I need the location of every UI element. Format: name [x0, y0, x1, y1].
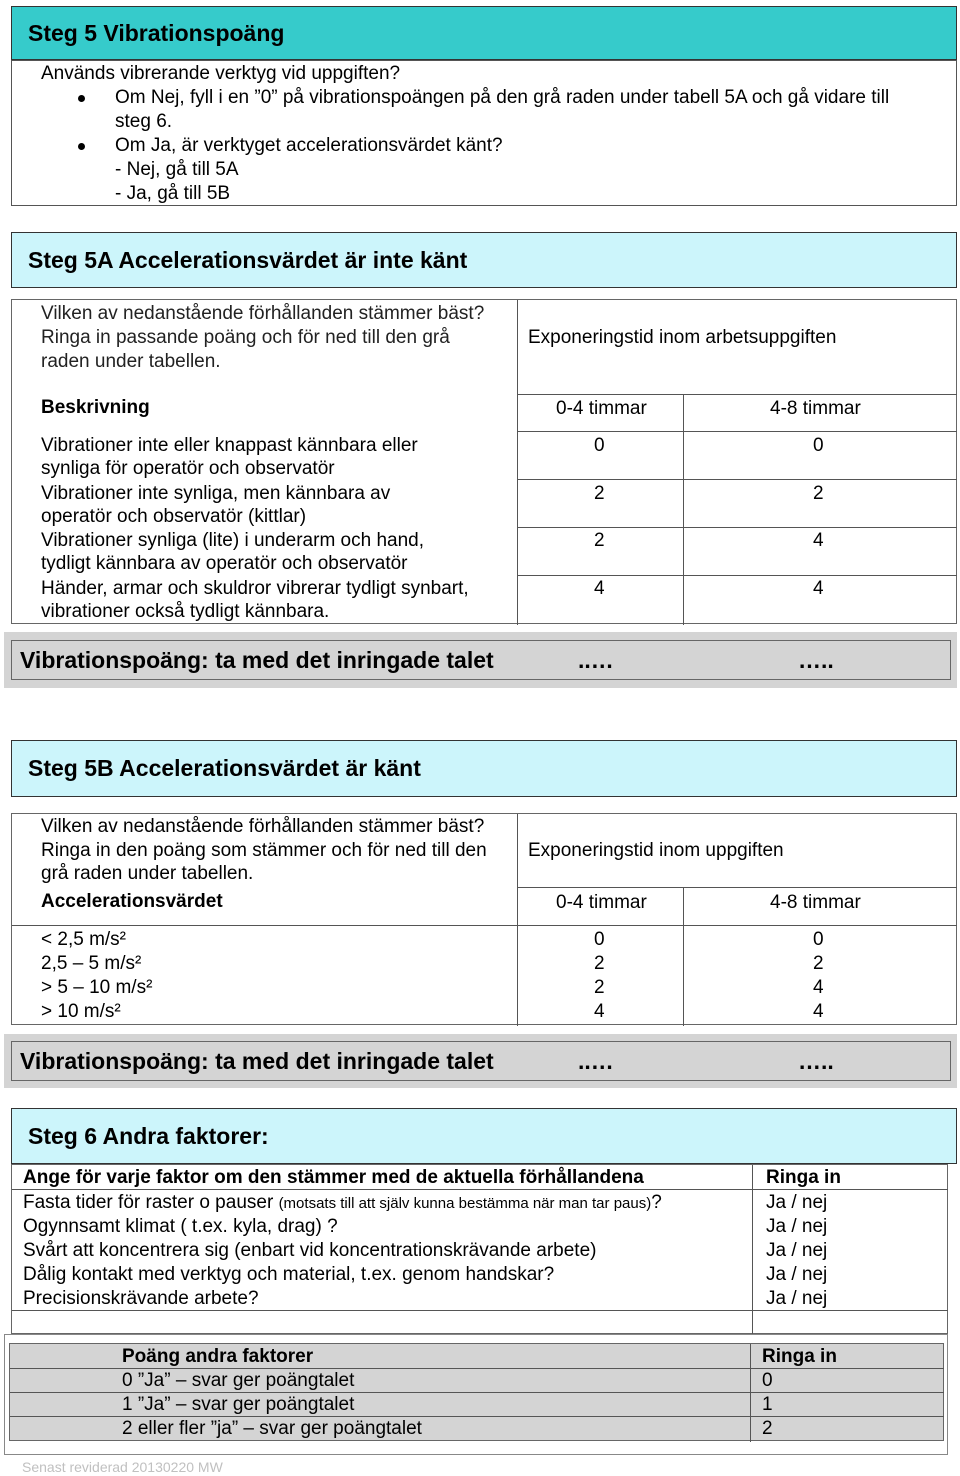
step5a-col-0-4: 0-4 timmar	[556, 398, 647, 419]
factor-answer: Ja / nej	[766, 1288, 828, 1309]
divider	[683, 887, 684, 1026]
step5b-col-desc: Accelerationsvärdet	[41, 891, 223, 912]
points-row: 2 eller fler ”ja” – svar ger poängtalet	[122, 1418, 422, 1439]
cell-4-8: 2	[813, 953, 824, 974]
table-row: > 5 – 10 m/s²	[41, 977, 153, 998]
bullet-icon	[78, 95, 85, 102]
cell-0-4: 0	[594, 435, 605, 456]
points-header: Poäng andra faktorer	[122, 1346, 314, 1367]
step5-question: Används vibrerande verktyg vid uppgiften?	[41, 63, 401, 84]
table-row: > 10 m/s²	[41, 1001, 121, 1022]
step5b-intro-1: Vilken av nedanstående förhållanden stämmer bäst?	[41, 816, 485, 837]
step5b-exposure-label: Exponeringstid inom uppgiften	[528, 840, 784, 861]
list-item	[23, 1191, 662, 1215]
divider	[752, 1310, 753, 1334]
step5a-col-4-8: 4-8 timmar	[770, 398, 861, 419]
table-row: tydligt kännbara av operatör och observatör	[41, 553, 408, 574]
step5-yes-line: - Ja, gå till 5B	[115, 183, 231, 204]
cell-4-8: 0	[813, 929, 824, 950]
divider	[12, 925, 957, 926]
step5b-score-box	[11, 1041, 951, 1081]
divider	[517, 575, 957, 576]
step6-header	[11, 1108, 957, 1164]
step5a-header	[11, 232, 957, 288]
points-row: 1 ”Ja” – svar ger poängtalet	[122, 1394, 355, 1415]
step5-bullet1-line1: Om Nej, fyll i en ”0” på vibrationspoängen på den grå raden under tabell 5A och gå vidare till	[115, 87, 890, 108]
step5a-col-desc: Beskrivning	[41, 397, 150, 418]
step5a-score-a: ..…	[578, 647, 614, 673]
table-row: operatör och observatör (kittlar)	[41, 506, 307, 527]
step5-bullet2: Om Ja, är verktyget accelerationsvärdet känt?	[115, 135, 503, 156]
step5a-intro-2: Ringa in passande poäng och för ned till den grå	[41, 327, 450, 348]
points-value: 2	[762, 1418, 773, 1439]
step5a-score-b: …..	[798, 647, 834, 673]
list-item: Dålig kontakt med verktyg och material, t.ex. genom handskar?	[23, 1264, 555, 1285]
step5a-intro-3: raden under tabellen.	[41, 351, 221, 372]
cell-4-8: 4	[813, 530, 824, 551]
divider	[12, 1310, 948, 1311]
bullet-icon	[78, 143, 85, 150]
step5-question-box	[11, 60, 957, 206]
step5b-col-4-8: 4-8 timmar	[770, 892, 861, 913]
step5b-score-label: Vibrationspoäng: ta med det inringade talet	[20, 1048, 494, 1074]
table-row: Vibrationer inte eller knappast kännbara eller	[41, 435, 418, 456]
step5b-intro-3: grå raden under tabellen.	[41, 863, 254, 884]
step5a-score-box	[11, 640, 951, 680]
cell-0-4: 2	[594, 530, 605, 551]
table-row: Händer, armar och skuldror vibrerar tydligt synbart,	[41, 578, 469, 599]
step5b-col-0-4: 0-4 timmar	[556, 892, 647, 913]
list-item: Precisionskrävande arbete?	[23, 1288, 259, 1309]
step6-factor-table	[11, 1164, 948, 1334]
points-row: 0 ”Ja” – svar ger poängtalet	[122, 1370, 355, 1391]
step5a-intro-1: Vilken av nedanstående förhållanden stämmer bäst?	[41, 303, 485, 324]
cell-0-4: 0	[594, 929, 605, 950]
table-row: 2,5 – 5 m/s²	[41, 953, 142, 974]
footer-revision: Senast reviderad 20130220 MW	[22, 1459, 223, 1475]
step6-points-table	[9, 1343, 944, 1441]
table-row: < 2,5 m/s²	[41, 929, 126, 950]
step5b-title: Steg 5B Accelerationsvärdet är känt	[28, 755, 421, 781]
table-row: Vibrationer inte synliga, men kännbara av	[41, 483, 391, 504]
cell-4-8: 0	[813, 435, 824, 456]
list-item: Ogynnsamt klimat ( t.ex. kyla, drag) ?	[23, 1216, 338, 1237]
step6-col-circle: Ringa in	[766, 1167, 841, 1188]
cell-0-4: 2	[594, 953, 605, 974]
step6-title: Steg 6 Andra faktorer:	[28, 1122, 269, 1149]
cell-0-4: 2	[594, 483, 605, 504]
step5a-table	[11, 299, 957, 624]
points-circle: Ringa in	[762, 1346, 837, 1367]
table-row: vibrationer också tydligt kännbara.	[41, 601, 330, 622]
divider	[517, 431, 957, 432]
step5a-exposure-label: Exponeringstid inom arbetsuppgiften	[528, 327, 837, 348]
cell-4-8: 4	[813, 1001, 824, 1022]
cell-4-8: 4	[813, 977, 824, 998]
step5a-score-label: Vibrationspoäng: ta med det inringade talet	[20, 647, 494, 673]
step5b-intro-2: Ringa in den poäng som stämmer och för ned till den	[41, 840, 487, 861]
step5-title: Steg 5 Vibrationspoäng	[28, 19, 285, 46]
step5b-score-a: ..…	[578, 1048, 614, 1074]
step5a-title: Steg 5A Accelerationsvärdet är inte känt	[28, 246, 468, 273]
list-item: Svårt att koncentrera sig (enbart vid koncentrationskrävande arbete)	[23, 1240, 597, 1261]
divider	[752, 1165, 753, 1310]
points-value: 1	[762, 1394, 773, 1415]
divider	[517, 887, 957, 888]
factor-answer: Ja / nej	[766, 1192, 828, 1213]
step5-header	[11, 6, 957, 60]
divider	[517, 814, 518, 1026]
cell-4-8: 4	[813, 578, 824, 599]
factor-answer: Ja / nej	[766, 1264, 828, 1285]
points-value: 0	[762, 1370, 773, 1391]
divider	[517, 394, 957, 395]
step5-bullet1-line2: steg 6.	[115, 111, 173, 132]
divider	[517, 527, 957, 528]
cell-0-4: 4	[594, 578, 605, 599]
cell-0-4: 4	[594, 1001, 605, 1022]
factor-end: ?	[651, 1192, 662, 1213]
factor-note: (motsats till att själv kunna bestämma när man tar paus)	[278, 1195, 652, 1212]
step5b-header	[11, 740, 957, 797]
step6-col-factor: Ange för varje faktor om den stämmer med de aktuella förhållandena	[23, 1167, 644, 1188]
step5b-score-b: …..	[798, 1048, 834, 1074]
divider	[12, 1189, 948, 1190]
factor-text: Fasta tider för raster o pauser	[23, 1192, 274, 1213]
divider	[683, 394, 684, 625]
divider	[517, 479, 957, 480]
factor-answer: Ja / nej	[766, 1216, 828, 1237]
table-row: Vibrationer synliga (lite) i underarm och hand,	[41, 530, 425, 551]
step5b-table	[11, 813, 957, 1025]
cell-0-4: 2	[594, 977, 605, 998]
step5-no-line: - Nej, gå till 5A	[115, 159, 239, 180]
table-row: synliga för operatör och observatör	[41, 458, 335, 479]
divider	[750, 1344, 751, 1442]
factor-answer: Ja / nej	[766, 1240, 828, 1261]
divider	[517, 300, 518, 625]
cell-4-8: 2	[813, 483, 824, 504]
